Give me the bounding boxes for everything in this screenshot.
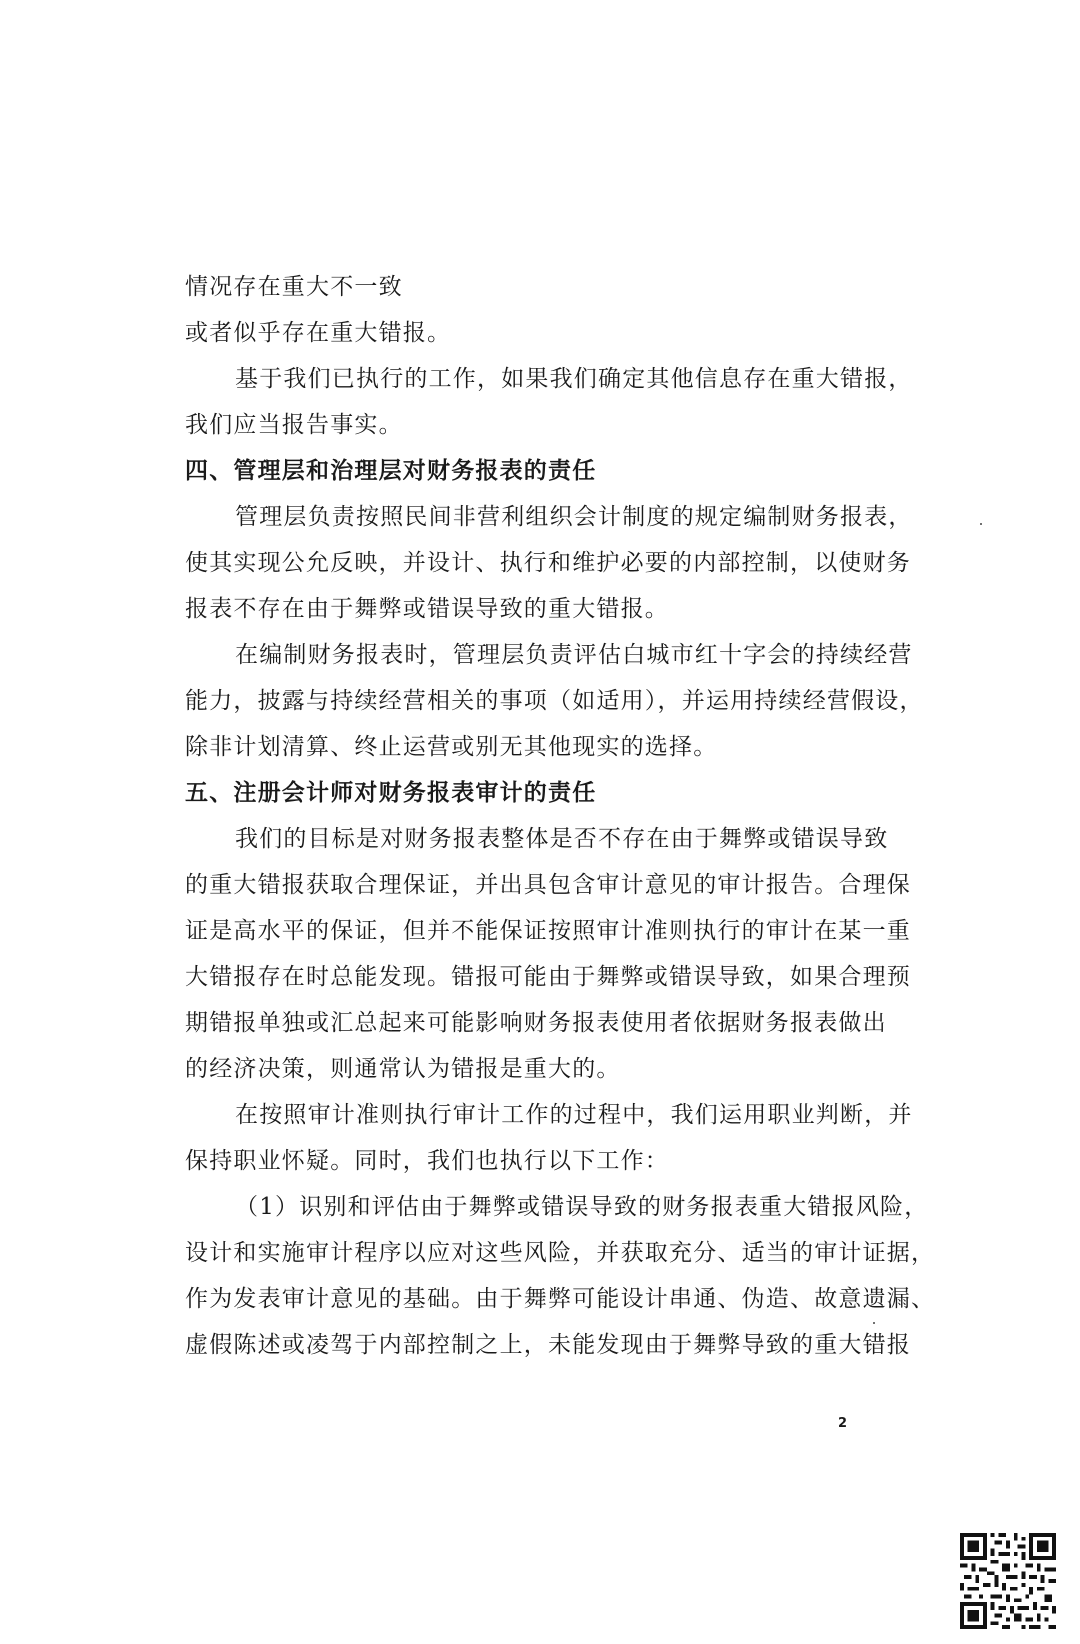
page-number: 2 bbox=[838, 1416, 848, 1431]
text-line: 虚假陈述或凌驾于内部控制之上，未能发现由于舞弊导致的重大错报 bbox=[185, 1332, 911, 1358]
section-heading: 四、管理层和治理层对财务报表的责任 bbox=[185, 457, 597, 484]
paragraph-start: 在按照审计准则执行审计工作的过程中，我们运用职业判断，并 bbox=[235, 1102, 913, 1128]
section-heading: 五、注册会计师对财务报表审计的责任 bbox=[185, 779, 597, 806]
text-line: 的经济决策，则通常认为错报是重大的。 bbox=[185, 1056, 621, 1082]
text-line: 证是高水平的保证，但并不能保证按照审计准则执行的审计在某一重 bbox=[185, 918, 911, 944]
text-line: 报表不存在由于舞弊或错误导致的重大错报。 bbox=[185, 596, 669, 622]
paragraph-start: 在编制财务报表时，管理层负责评估白城市红十字会的持续经营 bbox=[235, 642, 913, 668]
text-line: 能力，披露与持续经营相关的事项（如适用），并运用持续经营假设， bbox=[185, 688, 924, 714]
scan-speck bbox=[873, 1322, 875, 1324]
text-line: 使其实现公允反映，并设计、执行和维护必要的内部控制，以使财务 bbox=[185, 550, 911, 576]
list-item-start: （1）识别和评估由于舞弊或错误导致的财务报表重大错报风险， bbox=[235, 1194, 929, 1220]
paragraph-start: 我们的目标是对财务报表整体是否不存在由于舞弊或错误导致 bbox=[235, 826, 889, 852]
text-line: 除非计划清算、终止运营或别无其他现实的选择。 bbox=[185, 734, 718, 760]
scan-speck bbox=[980, 523, 982, 525]
text-line: 设计和实施审计程序以应对这些风险，并获取充分、适当的审计证据， bbox=[185, 1240, 936, 1266]
text-line: 的重大错报获取合理保证，并出具包含审计意见的审计报告。合理保 bbox=[185, 872, 911, 898]
paragraph-start: 基于我们已执行的工作，如果我们确定其他信息存在重大错报， bbox=[235, 366, 913, 392]
text-line: 期错报单独或汇总起来可能影响财务报表使用者依据财务报表做出 bbox=[185, 1010, 887, 1036]
text-line: 大错报存在时总能发现。错报可能由于舞弊或错误导致，如果合理预 bbox=[185, 964, 911, 990]
paragraph-start: 管理层负责按照民间非营利组织会计制度的规定编制财务报表， bbox=[235, 504, 913, 530]
text-line: 保持职业怀疑。同时，我们也执行以下工作： bbox=[185, 1148, 669, 1174]
text-line: 作为发表审计意见的基础。由于舞弊可能设计串通、伪造、故意遗漏、 bbox=[185, 1286, 936, 1312]
qr-code-icon bbox=[960, 1533, 1056, 1629]
text-line: 情况存在重大不一致 bbox=[185, 274, 403, 300]
text-line: 我们应当报告事实。 bbox=[185, 412, 403, 438]
text-line: 或者似乎存在重大错报。 bbox=[185, 320, 452, 346]
